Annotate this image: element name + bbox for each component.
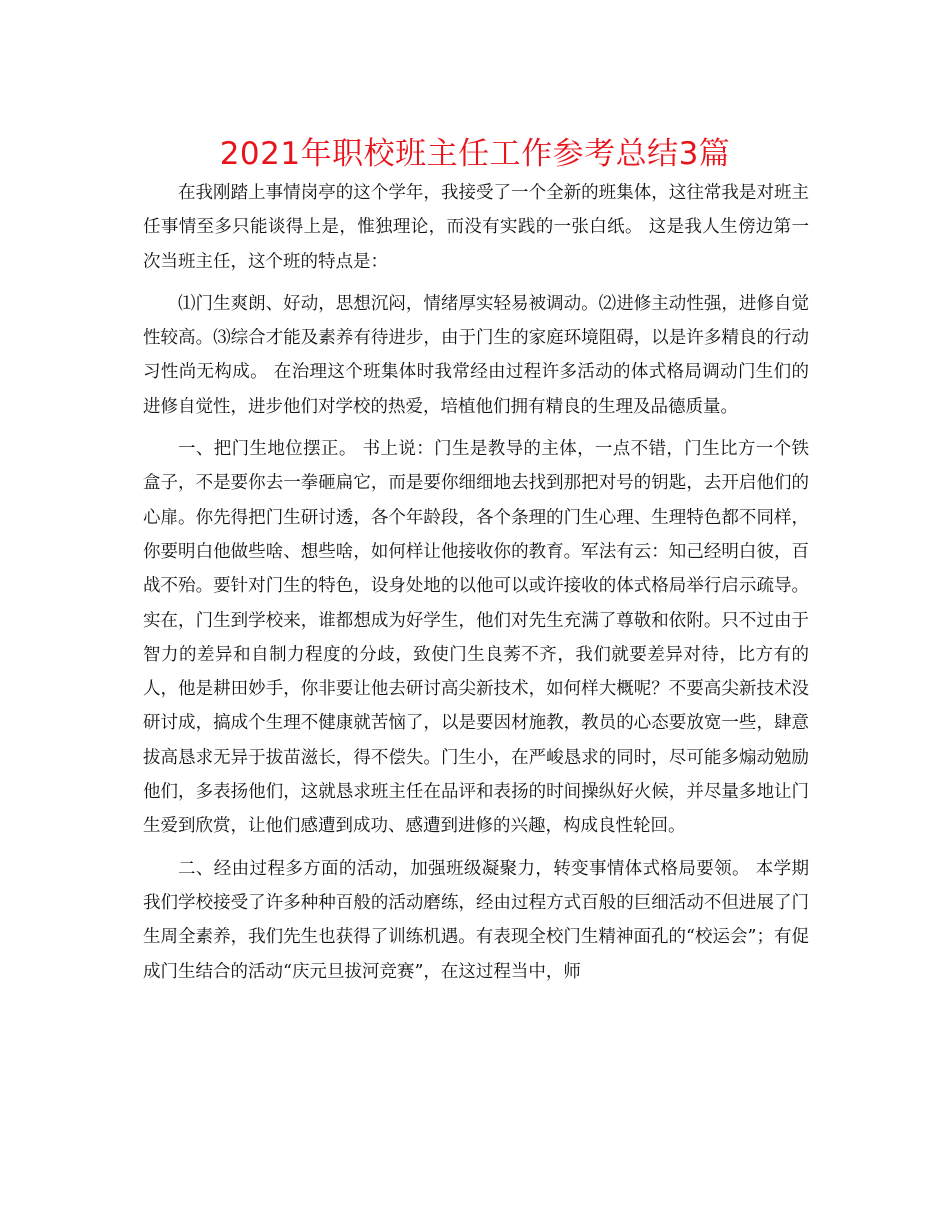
paragraph-section-one: 一、把门生地位摆正。 书上说：门生是教导的主体，一点不错，门生比方一个铁盒子，不是要你去一拳砸扁它，而是要你细细地去找到那把对号的钥匙，去开启他们的心扉。你先得把门生研讨透，各个年龄段，各个条理的门生心理、生理特色都不同样，你要明白他做些啥、想些啥，如何样让他接收你的教育。军法有云：知己经明白彼，百战不殆。要针对门生的特色，设身处地的以他可以或许接收的体式格局举行启示疏导。实在，门生到学校来，谁都想成为好学生，他们对先生充满了尊敬和依附。只不过由于智力的差异和自制力程度的分歧，致使门生良莠不齐，我们就要差异对待，比方有的人，他是耕田妙手，你非要让他去研讨高尖新技术，如何样大概呢？不要高尖新技术没研讨成，搞成个生理不健康就苦恼了，以是要因材施教，教员的心态要放宽一些，肆意拔高恳求无异于拔苗滋长，得不偿失。门生小，在严峻恳求的同时，尽可能多煽动勉励他们，多表扬他们，这就恳求班主任在品评和表扬的时间操纵好火候，并尽量多地让门生爱到欣赏，让他们感遭到成功、感遭到进修的兴趣，构成良性轮回。	[143, 439, 809, 837]
paragraph-intro: 在我刚踏上事情岗亭的这个学年，我接受了一个全新的班集体，这往常我是对班主任事情至多只能谈得上是，惟独理论，而没有实践的一张白纸。 这是我人生傍边第一次当班主任，这个班的特点是：	[143, 183, 809, 272]
paragraph-section-two: 二、经由过程多方面的活动，加强班级凝聚力，转变事情体式格局要领。 本学期我们学校接受了许多种种百般的活动磨练，经由过程方式百般的巨细活动不但进展了门生周全素养，我们先生也获得了训练机遇。有表现全校门生精神面孔的“校运会”；有促成门生结合的活动“庆元旦拔河竞赛”，在这过程当中，师	[143, 858, 809, 982]
paragraph-class-traits: ⑴门生爽朗、好动，思想沉闷，情绪厚实轻易被调动。⑵进修主动性强，进修自觉性较高。⑶综合才能及素养有待进步，由于门生的家庭环境阻碍，以是许多精良的行动习性尚无构成。 在治理这个班集体时我常经由过程许多活动的体式格局调动门生们的进修自觉性，进步他们对学校的热爱，培植他们拥有精良的生理及品德质量。	[143, 293, 809, 417]
document-body	[143, 176, 809, 997]
document-title: 2021年职校班主任工作参考总结3篇	[219, 136, 731, 172]
